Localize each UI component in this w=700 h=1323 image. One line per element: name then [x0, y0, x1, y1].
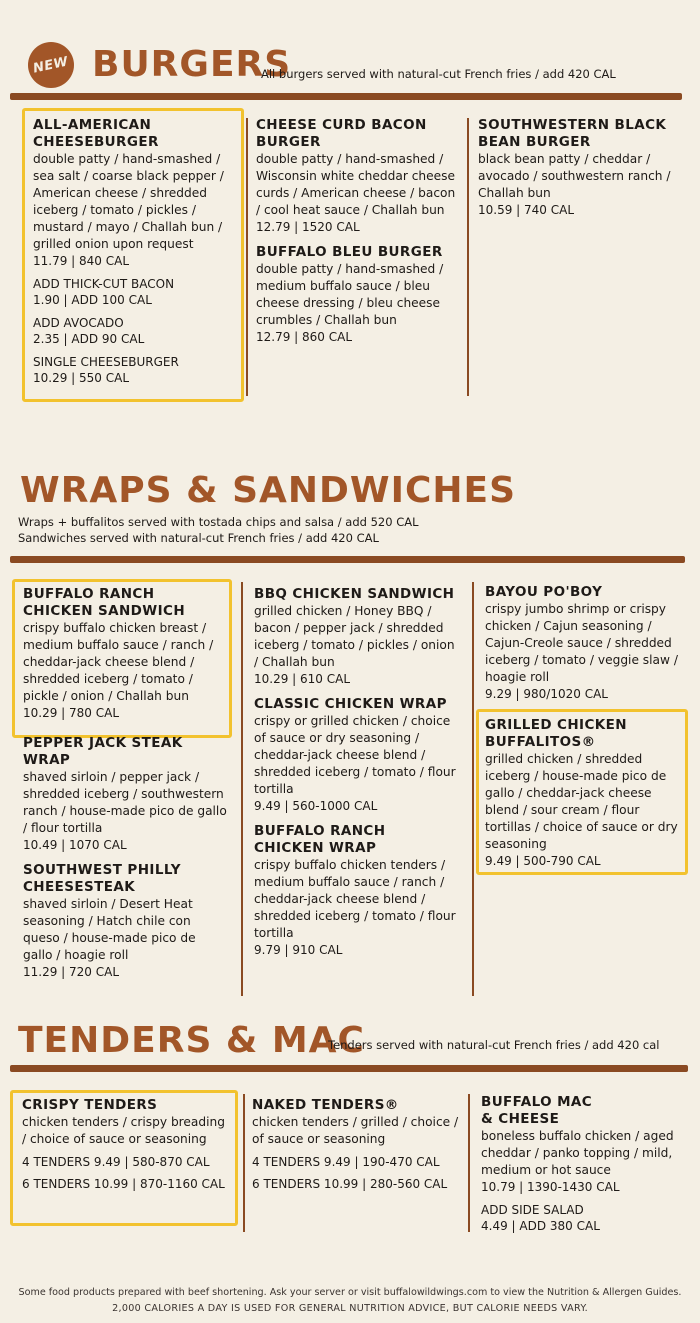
column-divider	[468, 1094, 470, 1232]
wraps-column-1	[23, 586, 228, 989]
bbq-chicken-sandwich	[254, 586, 459, 688]
burger-column-2	[256, 117, 456, 354]
new-badge-label: NEW	[32, 53, 70, 77]
option-4-tenders: 4 TENDERS 9.49 | 580-870 CAL	[22, 1155, 210, 1169]
item-name: ALL-AMERICAN CHEESEBURGER	[33, 117, 159, 150]
wraps-title: WRAPS & SANDWICHES	[20, 470, 517, 511]
item-name: SOUTHWESTERN BLACK BEAN BURGER	[478, 117, 667, 150]
addon-label: SINGLE CHEESEBURGER	[33, 355, 179, 369]
item-price: 9.29 | 980/1020 CAL	[485, 687, 608, 701]
southwest-philly-cheesesteak	[23, 862, 228, 981]
pepper-jack-steak-wrap	[23, 735, 228, 854]
addon-label: ADD SIDE SALAD	[481, 1203, 584, 1217]
crispy-tenders	[22, 1097, 232, 1192]
item-desc: grilled chicken / shredded iceberg / house-made pico de gallo / cheddar-jack cheese blend / sour cream / flour tortillas / choice of sauce or dry seasoning	[485, 752, 678, 851]
item-desc: grilled chicken / Honey BBQ / bacon / pepper jack / shredded iceberg / tomato / pickles / onion / Challah bun	[254, 604, 455, 669]
item-name: BUFFALO RANCH CHICKEN WRAP	[254, 823, 386, 856]
classic-chicken-wrap	[254, 696, 459, 815]
burgers-divider	[10, 93, 682, 100]
option-4-tenders: 4 TENDERS 9.49 | 190-470 CAL	[252, 1155, 440, 1169]
item-desc: double patty / hand-smashed / medium buffalo sauce / bleu cheese dressing / bleu cheese crumbles / Challah bun	[256, 262, 444, 327]
item-name: GRILLED CHICKEN BUFFALITOS®	[485, 717, 627, 750]
wraps-divider	[10, 556, 685, 563]
item-name: BBQ CHICKEN SANDWICH	[254, 586, 455, 602]
buffalo-mac-and-cheese	[481, 1094, 686, 1235]
item-desc: crispy buffalo chicken tenders / medium buffalo sauce / ranch / cheddar-jack cheese blend / shredded iceberg / tomato / flour tortilla	[254, 858, 456, 940]
tenders-title: TENDERS & MAC	[18, 1020, 365, 1061]
item-price: 12.79 | 860 CAL	[256, 330, 353, 344]
item-price: 10.59 | 740 CAL	[478, 203, 575, 217]
grilled-chicken-buffalitos	[485, 717, 681, 870]
item-desc: black bean patty / cheddar / avocado / southwestern ranch / Challah bun	[478, 152, 671, 200]
item-desc: shaved sirloin / Desert Heat seasoning / Hatch chile con queso / house-made pico de gallo / hoagie roll	[23, 897, 196, 962]
burgers-subtitle: All burgers served with natural-cut French fries / add 420 CAL	[261, 67, 616, 81]
addon-label: ADD THICK-CUT BACON	[33, 277, 175, 291]
naked-tenders	[252, 1097, 464, 1192]
item-desc: double patty / hand-smashed / Wisconsin white cheddar cheese curds / American cheese / bacon / cool heat sauce / Challah bun	[256, 152, 456, 217]
burger-cheese-curd	[256, 117, 456, 236]
item-name: SOUTHWEST PHILLY CHEESESTEAK	[23, 862, 181, 895]
option-6-tenders: 6 TENDERS 10.99 | 280-560 CAL	[252, 1177, 448, 1191]
item-desc: crispy buffalo chicken breast / medium buffalo sauce / ranch / cheddar-jack cheese blend / shredded iceberg / tomato / pickle / onion / Challah bun	[23, 621, 214, 703]
item-name: PEPPER JACK STEAK WRAP	[23, 735, 183, 768]
item-desc: chicken tenders / crispy breading / choice of sauce or seasoning	[22, 1115, 225, 1146]
item-name: BAYOU PO'BOY	[485, 584, 603, 600]
buffalo-ranch-chicken-wrap	[254, 823, 459, 959]
buffalo-ranch-chicken-sandwich	[23, 586, 228, 722]
burger-all-american	[33, 117, 238, 387]
addon-price: 10.29 | 550 CAL	[33, 371, 130, 385]
item-price: 9.49 | 500-790 CAL	[485, 854, 601, 868]
item-price: 10.29 | 610 CAL	[254, 672, 351, 686]
column-divider	[472, 582, 474, 996]
item-price: 11.79 | 840 CAL	[33, 254, 130, 268]
column-divider	[467, 118, 469, 396]
new-badge	[28, 42, 74, 88]
column-divider	[241, 582, 243, 996]
item-price: 11.29 | 720 CAL	[23, 965, 120, 979]
footer-nutrition-note: Some food products prepared with beef shortening. Ask your server or visit buffalowildwings.com to view the Nutrition & Allergen Guides.	[18, 1287, 682, 1298]
wraps-subtitle-2: Sandwiches served with natural-cut French fries / add 420 CAL	[18, 531, 379, 545]
item-desc: chicken tenders / grilled / choice / of sauce or seasoning	[252, 1115, 459, 1146]
item-name: NAKED TENDERS®	[252, 1097, 399, 1113]
addon-price: 2.35 | ADD 90 CAL	[33, 332, 145, 346]
item-name: BUFFALO MAC & CHEESE	[481, 1094, 593, 1127]
item-price: 10.29 | 780 CAL	[23, 706, 120, 720]
burgers-title: BURGERS	[92, 44, 292, 85]
item-name: CHEESE CURD BACON BURGER	[256, 117, 427, 150]
option-6-tenders: 6 TENDERS 10.99 | 870-1160 CAL	[22, 1177, 225, 1191]
addon-label: ADD AVOCADO	[33, 316, 124, 330]
wraps-column-2	[254, 586, 459, 967]
item-name: CRISPY TENDERS	[22, 1097, 158, 1113]
burger-southwestern	[478, 117, 678, 219]
item-name: BUFFALO BLEU BURGER	[256, 244, 443, 260]
addon-price: 1.90 | ADD 100 CAL	[33, 293, 152, 307]
item-price: 9.49 | 560-1000 CAL	[254, 799, 378, 813]
tenders-subtitle: Tenders served with natural-cut French fries / add 420 cal	[328, 1038, 660, 1052]
item-price: 10.79 | 1390-1430 CAL	[481, 1180, 620, 1194]
item-desc: boneless buffalo chicken / aged cheddar / panko topping / mild, medium or hot sauce	[481, 1129, 674, 1177]
footer-calorie-note: 2,000 CALORIES A DAY IS USED FOR GENERAL NUTRITION ADVICE, BUT CALORIE NEEDS VARY.	[112, 1303, 588, 1314]
item-name: CLASSIC CHICKEN WRAP	[254, 696, 447, 712]
burger-buffalo-bleu	[256, 244, 456, 346]
wraps-subtitle-1: Wraps + buffalitos served with tostada chips and salsa / add 520 CAL	[18, 515, 419, 529]
item-price: 9.79 | 910 CAL	[254, 943, 343, 957]
column-divider	[243, 1094, 245, 1232]
item-desc: double patty / hand-smashed / sea salt / coarse black pepper / American cheese / shredded iceberg / tomato / pickles / mustard / mayo / Challah bun / grilled onion upon request	[33, 152, 224, 251]
item-desc: crispy or grilled chicken / choice of sauce or dry seasoning / cheddar-jack cheese blend / shredded iceberg / tomato / flour tortilla	[254, 714, 456, 796]
tenders-divider	[10, 1065, 688, 1072]
item-price: 10.49 | 1070 CAL	[23, 838, 127, 852]
item-desc: shaved sirloin / pepper jack / shredded iceberg / southwestern ranch / house-made pico de gallo / flour tortilla	[23, 770, 227, 835]
addon-price: 4.49 | ADD 380 CAL	[481, 1219, 600, 1233]
item-price: 12.79 | 1520 CAL	[256, 220, 360, 234]
item-name: BUFFALO RANCH CHICKEN SANDWICH	[23, 586, 186, 619]
bayou-po-boy	[485, 584, 680, 703]
column-divider	[246, 118, 248, 396]
item-desc: crispy jumbo shrimp or crispy chicken / Cajun seasoning / Cajun-Creole sauce / shredded iceberg / tomato / veggie slaw / hoagie roll	[485, 602, 678, 684]
